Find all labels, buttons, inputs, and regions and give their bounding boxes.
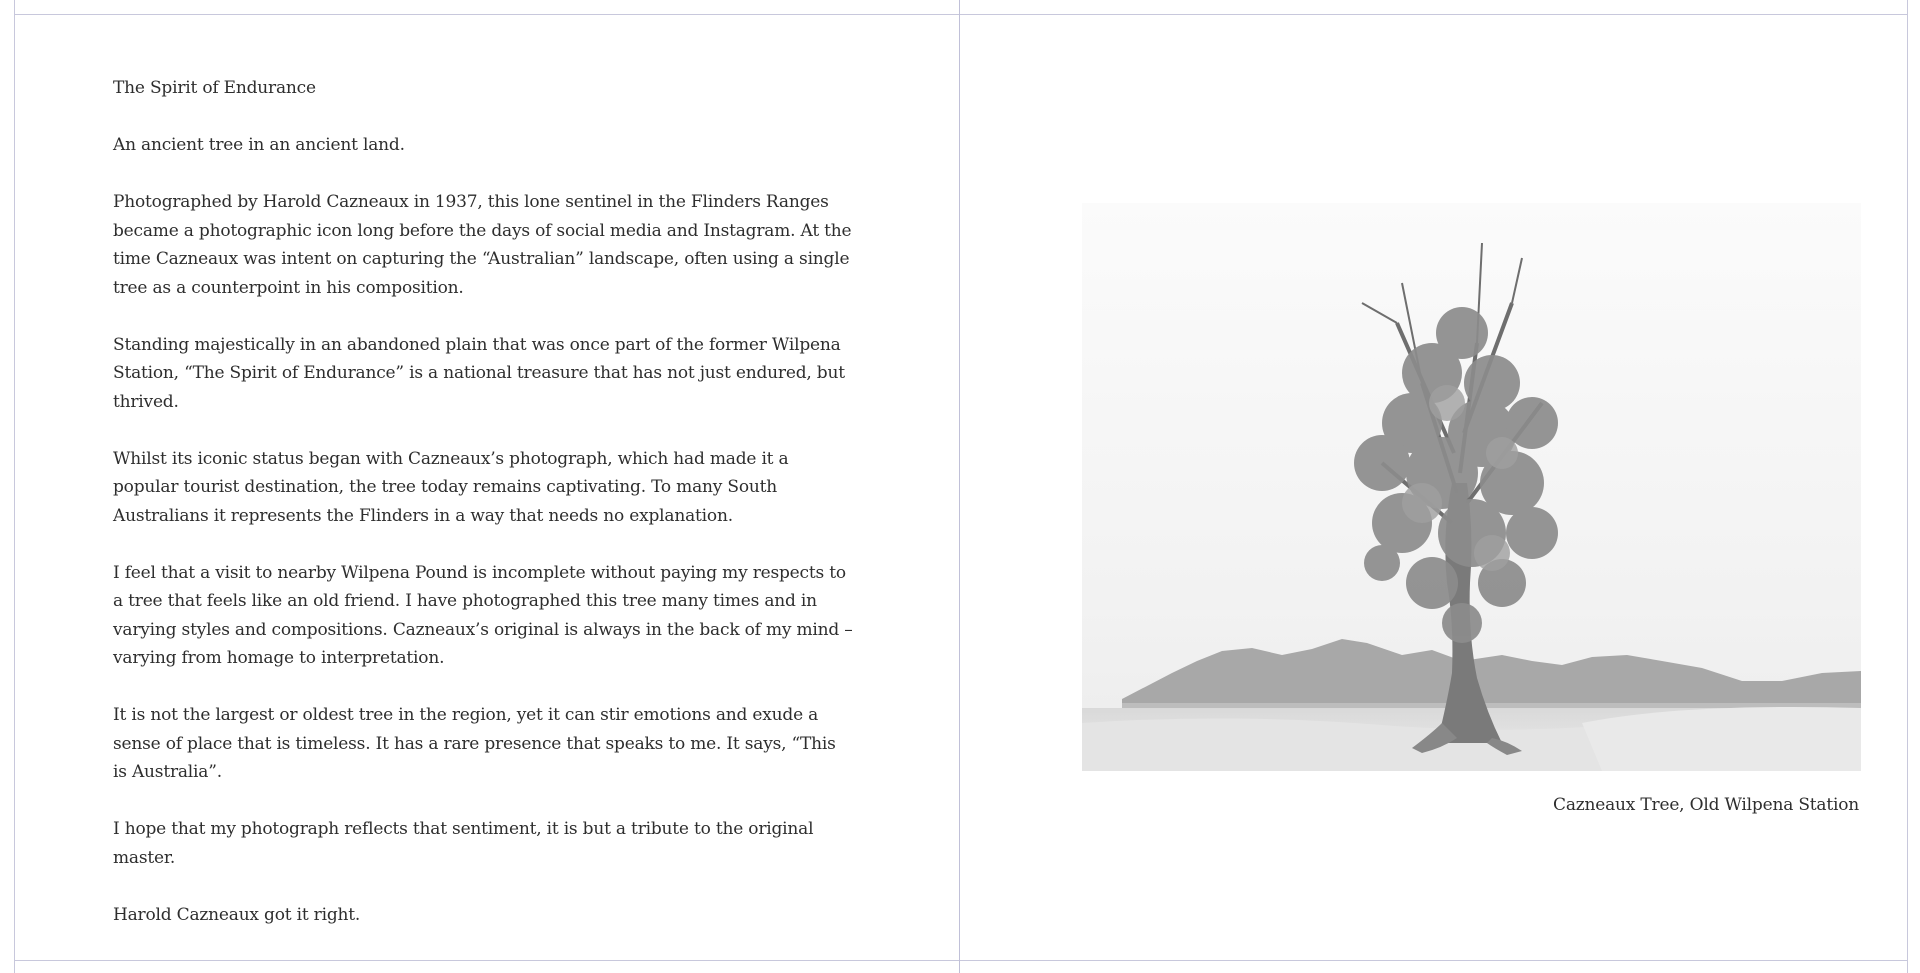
page-frame-left bbox=[14, 0, 15, 973]
photo-caption: Cazneaux Tree, Old Wilpena Station bbox=[1553, 795, 1859, 815]
paragraph-3: Standing majestically in an abandoned plain that was once part of the former Wilpena Station, “The Spirit of Endurance” is a national treasure that has not just endured, but thrived. bbox=[113, 334, 845, 412]
paragraph-1: An ancient tree in an ancient land. bbox=[113, 135, 405, 155]
paragraph-6: It is not the largest or oldest tree in the region, yet it can stir emotions and exude a sense of place that is timeless. It has a rare presence that speaks to me. It says, “This is Australia”. bbox=[113, 705, 836, 782]
page-title: The Spirit of Endurance bbox=[113, 78, 316, 98]
page-frame-bottom bbox=[14, 960, 1907, 961]
paragraph-4: Whilst its iconic status began with Cazneaux’s photograph, which had made it a popular tourist destination, the tree today remains captivating. To many South Australians it represents the Flinders in a way that needs no explanation. bbox=[113, 448, 789, 526]
spread-gutter bbox=[959, 0, 960, 973]
paragraph-7: I hope that my photograph reflects that sentiment, it is but a tribute to the original master. bbox=[113, 819, 814, 868]
paragraph-5: I feel that a visit to nearby Wilpena Pound is incomplete without paying my respects to a tree that feels like an old friend. I have photographed this tree many times and in varying styles and compositions. Cazneaux’s original is always in the back of my mind – varying from homage to interpretation. bbox=[113, 562, 853, 668]
paragraph-2: Photographed by Harold Cazneaux in 1937, this lone sentinel in the Flinders Ranges became a photographic icon long before the days of social media and Instagram. At the time Cazneaux was intent on capturing the “Australian” landscape, often using a single tree as a counterpoint in his composition. bbox=[113, 192, 852, 298]
paragraph-8: Harold Cazneaux got it right. bbox=[113, 904, 361, 925]
page-frame-top bbox=[14, 14, 1907, 15]
tree-photo-illustration bbox=[1082, 203, 1861, 771]
tree-photograph bbox=[1082, 203, 1861, 771]
page-frame-right bbox=[1907, 0, 1908, 973]
left-page-text bbox=[113, 74, 853, 958]
